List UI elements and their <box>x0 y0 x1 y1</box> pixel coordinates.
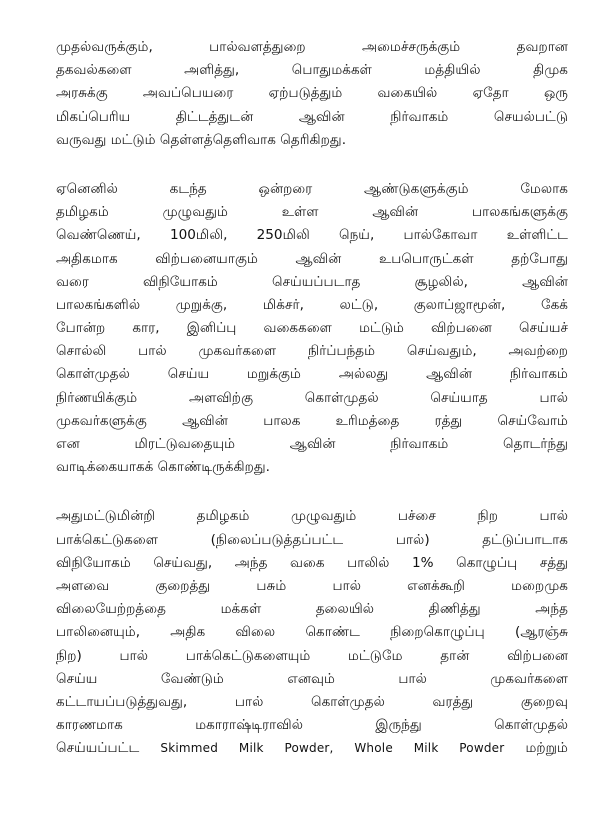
text-line: கட்டாயப்படுத்துவது, பால் கொள்முதல் வரத்து குறைவு <box>56 693 568 710</box>
text-line: செய்ய வேண்டும் எனவும் பால் முகவர்களை <box>56 670 568 687</box>
text-line: தகவல்களை அளித்து, பொதுமக்கள் மத்தியில் திமுக <box>56 62 568 79</box>
text-line: முதல்வருக்கும், பால்வளத்துறை அமைச்சருக்கும் தவறான <box>56 39 568 55</box>
text-line: வாடிக்கையாகக் கொண்டிருக்கிறது. <box>56 459 270 476</box>
text-line: வருவது மட்டும் தெள்ளத்தெளிவாக தெரிகிறது. <box>56 131 347 148</box>
text-line: விலையேற்றத்தை மக்கள் தலையில் திணித்து அந்த <box>56 601 568 618</box>
text-line: அதிகமாக விற்பனையாகும் ஆவின் உபபொருட்கள் தற்போது <box>56 250 568 267</box>
paragraph-2 <box>56 178 568 479</box>
text-line: அதுமட்டுமின்றி தமிழகம் முழுவதும் பச்சை நிற பால் <box>56 508 568 525</box>
text-line: சொல்லி பால் முகவர்களை நிர்ப்பந்தம் செய்வதும், அவற்றை <box>56 343 568 360</box>
text-line: பாக்கெட்டுகளை (நிலைப்படுத்தப்பட்ட பால்) தட்டுப்பாடாக <box>56 531 568 548</box>
text-line: பாலினையும், அதிக விலை கொண்ட நிறைகொழுப்பு (ஆரஞ்சு <box>56 624 568 641</box>
text-line <box>56 737 568 760</box>
text-line: வரை விநியோகம் செய்யப்படாத சூழலில், ஆவின் <box>56 273 568 290</box>
text-line: நிற) பால் பாக்கெட்டுகளையும் மட்டுமே தான் விற்பனை <box>56 647 568 664</box>
text-line-end: மற்றும் <box>525 740 568 757</box>
text-line: பாலகங்களில் முறுக்கு, மிக்சர், லட்டு, குலாப்ஜாமூன், கேக் <box>56 296 568 313</box>
text-line: மிகப்பெரிய திட்டத்துடன் ஆவின் நிர்வாகம் செயல்பட்டு <box>56 108 568 125</box>
text-line: கொள்முதல் செய்ய மறுக்கும் அல்லது ஆவின் நிர்வாகம் <box>56 366 568 383</box>
paragraph-3 <box>56 505 568 760</box>
text-line: வெண்ணெய், 100மிலி, 250மிலி நெய், பால்கோவா உள்ளிட்ட <box>56 227 568 244</box>
text-line-start: செய்யப்பட்ட <box>56 740 140 757</box>
text-line: என மிரட்டுவதையும் ஆவின் நிர்வாகம் தொடர்ந்து <box>56 436 568 452</box>
text-line: அளவை குறைத்து பசும் பால் எனக்கூறி மறைமுக <box>56 577 568 594</box>
text-line: முகவர்களுக்கு ஆவின் பாலக உரிமத்தை ரத்து செய்வோம் <box>56 412 568 429</box>
text-line: ஏனெனில் கடந்த ஒன்றரை ஆண்டுகளுக்கும் மேலாக <box>56 180 568 197</box>
text-line: தமிழகம் முழுவதும் உள்ள ஆவின் பாலகங்களுக்கு <box>56 204 568 221</box>
document-page <box>56 36 568 786</box>
text-line: நிர்ணயிக்கும் அளவிற்கு கொள்முதல் செய்யாத பால் <box>56 389 568 406</box>
paragraph-1 <box>56 36 568 152</box>
text-line: காரணமாக மகாராஷ்டிராவில் இருந்து கொள்முதல் <box>56 717 568 734</box>
english-term: Skimmed Milk Powder, Whole Milk Powder <box>160 741 505 756</box>
text-line: அரசுக்கு அவப்பெயரை ஏற்படுத்தும் வகையில் ஏதோ ஒரு <box>56 85 568 102</box>
text-line: விநியோகம் செய்வது, அந்த வகை பாலில் 1% கொழுப்பு சத்து <box>56 554 568 571</box>
text-line: போன்ற கார, இனிப்பு வகைகளை மட்டும் விற்பனை செய்யச் <box>56 320 568 337</box>
